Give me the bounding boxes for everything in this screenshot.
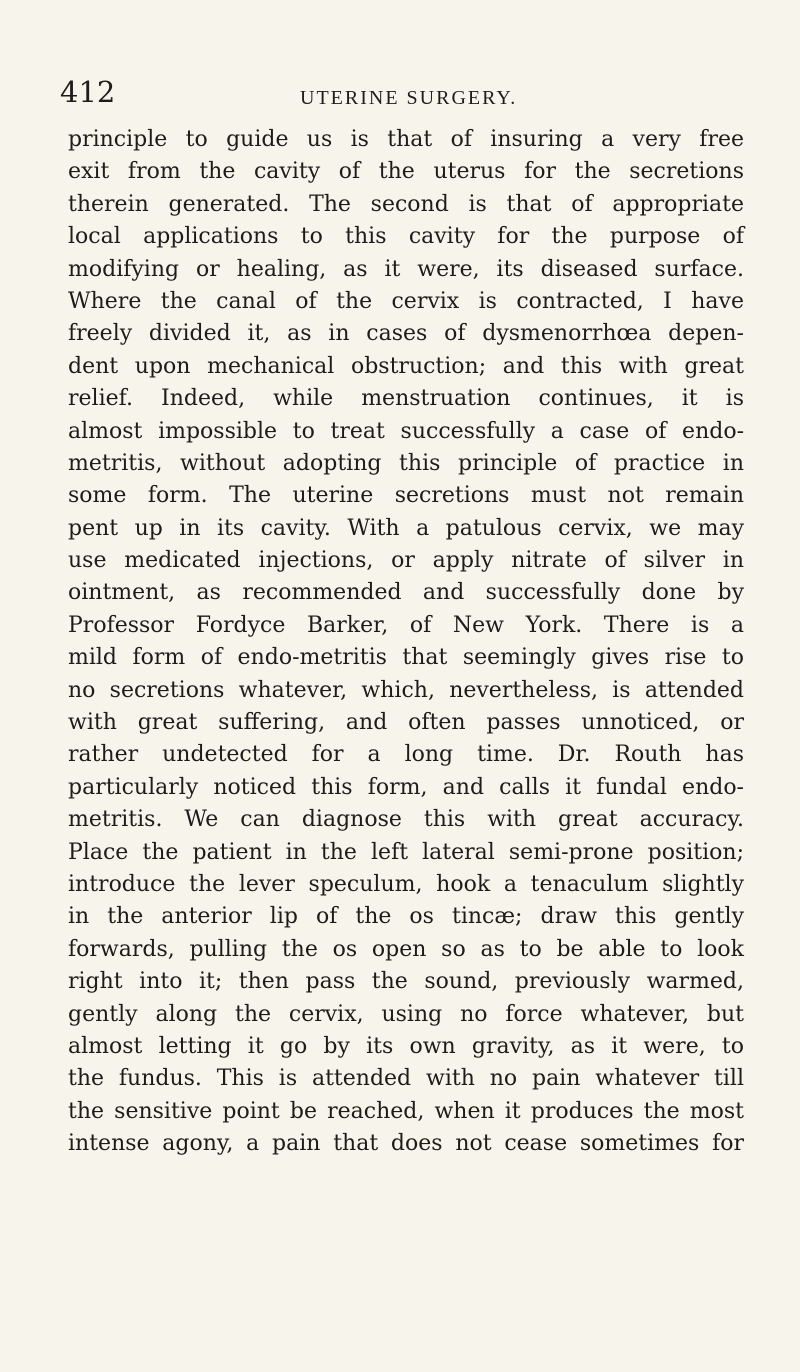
text-line: pent up in its cavity. With a patulous cervix, we may: [68, 515, 744, 541]
text-line: particularly noticed this form, and calls it fundal endo-: [68, 774, 744, 800]
text-line: rather undetected for a long time. Dr. Routh has: [68, 742, 744, 768]
text-line: the sensitive point be reached, when it produces the most: [68, 1098, 744, 1124]
text-line: introduce the lever speculum, hook a tenaculum slightly: [68, 871, 744, 897]
text-line: relief. Indeed, while menstruation continues, it is: [68, 386, 744, 412]
body-text: [68, 124, 744, 1161]
text-line: dent upon mechanical obstruction; and this with great: [68, 353, 744, 379]
text-line: local applications to this cavity for the purpose of: [68, 224, 744, 250]
text-line: use medicated injections, or apply nitrate of silver in: [68, 548, 744, 574]
text-line: Professor Fordyce Barker, of New York. There is a: [68, 612, 744, 638]
text-line: ointment, as recommended and successfully done by: [68, 580, 744, 606]
text-line: Place the patient in the left lateral semi-prone position;: [68, 839, 744, 865]
text-line: Where the canal of the cervix is contracted, I have: [68, 288, 744, 314]
text-line: metritis, without adopting this principle of practice in: [68, 450, 744, 476]
text-line: exit from the cavity of the uterus for the secretions: [68, 159, 744, 185]
page-number: 412: [60, 75, 116, 109]
text-line: metritis. We can diagnose this with great accuracy.: [68, 807, 744, 833]
text-line: the fundus. This is attended with no pain whatever till: [68, 1066, 744, 1092]
text-line: no secretions whatever, which, nevertheless, is attended: [68, 677, 744, 703]
text-line: right into it; then pass the sound, previously warmed,: [68, 969, 744, 995]
text-line: mild form of endo-metritis that seemingly gives rise to: [68, 645, 744, 671]
text-line: some form. The uterine secretions must not remain: [68, 483, 744, 509]
text-line: gently along the cervix, using no force whatever, but: [68, 1001, 744, 1027]
text-line: modifying or healing, as it were, its diseased surface.: [68, 256, 744, 282]
text-line: almost impossible to treat successfully a case of endo-: [68, 418, 744, 444]
text-line: therein generated. The second is that of appropriate: [68, 191, 744, 217]
text-line: in the anterior lip of the os tincæ; draw this gently: [68, 904, 744, 930]
text-line: almost letting it go by its own gravity, as it were, to: [68, 1033, 744, 1059]
text-line: intense agony, a pain that does not cease sometimes for: [68, 1131, 744, 1157]
running-title: UTERINE SURGERY.: [300, 87, 518, 109]
text-line: with great suffering, and often passes unnoticed, or: [68, 710, 744, 736]
text-line: freely divided it, as in cases of dysmenorrhœa depen-: [68, 321, 744, 347]
text-line: forwards, pulling the os open so as to be able to look: [68, 936, 744, 962]
text-line: principle to guide us is that of insuring a very free: [68, 127, 744, 152]
